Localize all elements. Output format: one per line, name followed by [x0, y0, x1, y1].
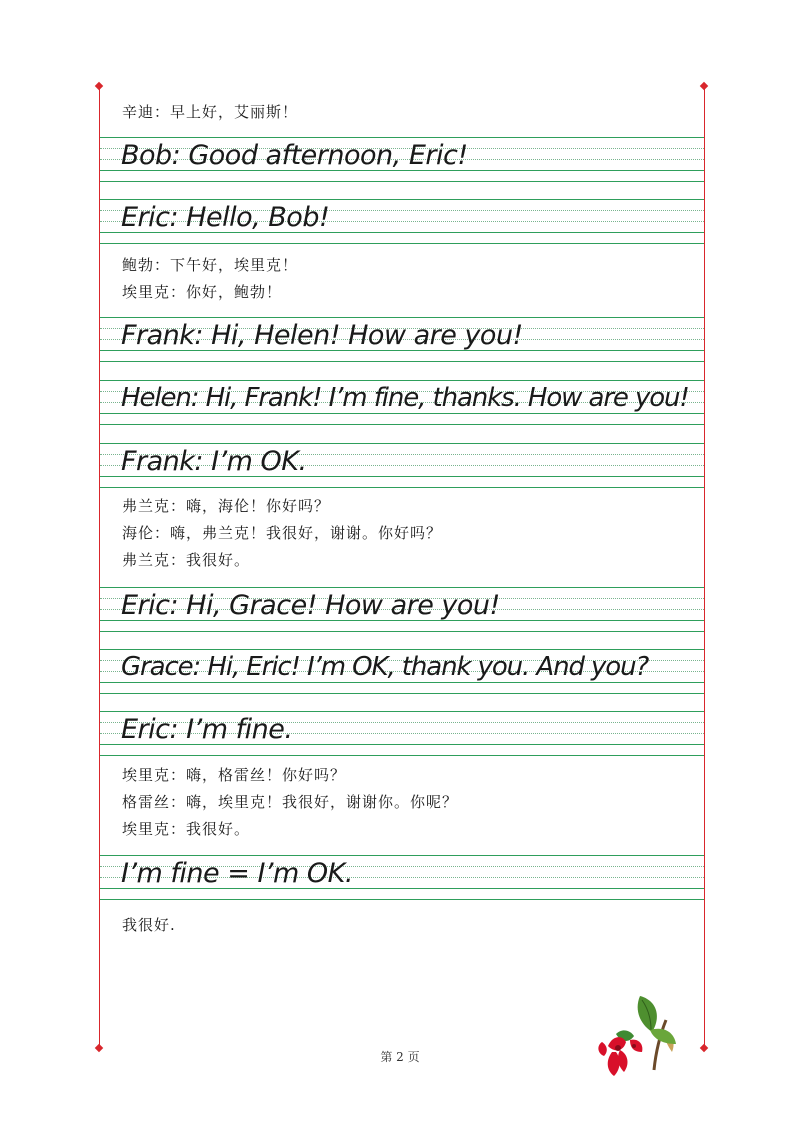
- dialogue-line: Bob: Good afternoon, Eric!: [121, 140, 468, 171]
- translation-line: 弗兰克：我很好。: [122, 551, 251, 569]
- dialogue-line: Eric: I’m fine.: [121, 714, 293, 745]
- handwriting-band: [100, 199, 704, 244]
- handwriting-band: [100, 587, 704, 632]
- handwriting-band: [100, 443, 704, 488]
- flower-decoration-icon: [594, 990, 689, 1085]
- translation-line: 埃里克：你好，鲍勃！: [122, 283, 283, 301]
- translation-line: 海伦：嗨，弗兰克！我很好，谢谢。你好吗？: [122, 524, 443, 542]
- handwriting-band: [100, 317, 704, 362]
- dialogue-line: Helen: Hi, Frank! I’m fine, thanks. How are you!: [121, 383, 689, 413]
- handwriting-band: [100, 380, 704, 425]
- handwriting-band: [100, 649, 704, 694]
- translation-line: 辛迪：早上好，艾丽斯！: [122, 103, 299, 121]
- right-margin-line: [704, 86, 705, 1048]
- handwriting-band: [100, 711, 704, 756]
- dialogue-line: Grace: Hi, Eric! I’m OK, thank you. And you?: [121, 652, 649, 682]
- handwriting-band: [100, 137, 704, 182]
- dialogue-line: Frank: I’m OK.: [121, 446, 307, 477]
- translation-line: 我很好.: [122, 916, 176, 934]
- translation-line: 埃里克：我很好。: [122, 820, 251, 838]
- handwriting-band: [100, 855, 704, 900]
- translation-block: [122, 912, 176, 939]
- margin-diamond: [95, 82, 103, 90]
- dialogue-line: Eric: Hello, Bob!: [121, 202, 330, 233]
- translation-block: [122, 252, 298, 306]
- translation-line: 鲍勃：下午好，埃里克！: [122, 256, 299, 274]
- translation-block: [122, 493, 442, 574]
- translation-block: [122, 762, 458, 843]
- translation-line: 弗兰克：嗨，海伦！你好吗？: [122, 497, 331, 515]
- page-number: 第 2 页: [380, 1050, 420, 1064]
- translation-block: [122, 99, 298, 126]
- translation-line: 格雷丝：嗨，埃里克！我很好，谢谢你。你呢？: [122, 793, 459, 811]
- margin-diamond: [700, 82, 708, 90]
- phrase-line: I’m fine = I’m OK.: [121, 858, 353, 889]
- dialogue-line: Frank: Hi, Helen! How are you!: [121, 320, 523, 351]
- dialogue-line: Eric: Hi, Grace! How are you!: [121, 590, 500, 621]
- translation-line: 埃里克：嗨，格雷丝！你好吗？: [122, 766, 347, 784]
